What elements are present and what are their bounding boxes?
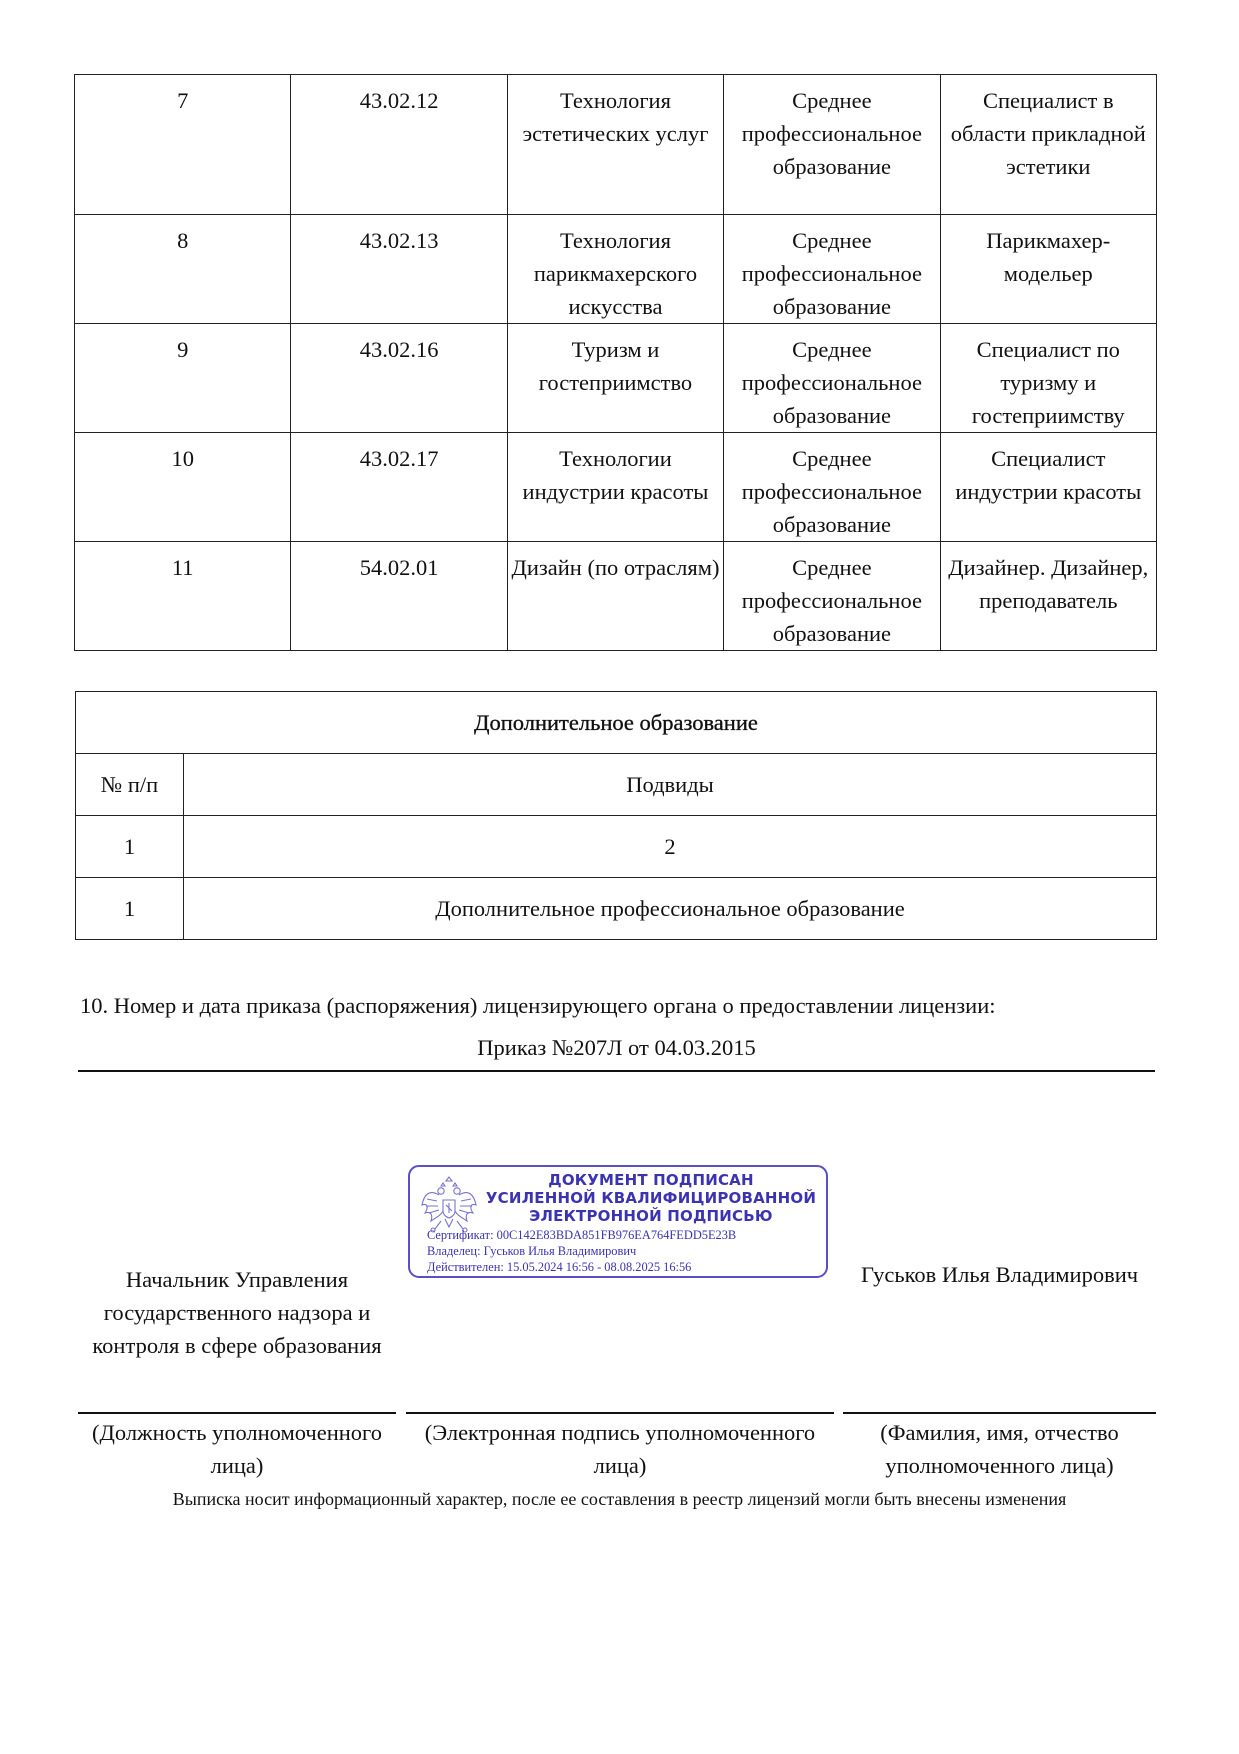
header-subtypes: Подвиды bbox=[184, 754, 1157, 816]
row-number: 9 bbox=[75, 324, 291, 433]
signatory-position: Начальник Управления государственного надзора и контроля в сфере образования bbox=[92, 1267, 382, 1358]
program-code: 43.02.13 bbox=[291, 215, 507, 324]
stamp-title-line: УСИЛЕННОЙ КВАЛИФИЦИРОВАННОЙ bbox=[485, 1189, 817, 1207]
order-label: 10. Номер и дата приказа (распоряжения) лицензирующего органа о предоставлении лицензии: bbox=[80, 993, 996, 1018]
signatory-name: Гуськов Илья Владимирович bbox=[860, 1262, 1139, 1287]
qualification: Специалист в области прикладной эстетики bbox=[940, 75, 1156, 215]
subtype: Дополнительное профессиональное образование bbox=[184, 878, 1157, 940]
table-row bbox=[75, 215, 1157, 324]
row-number: 7 bbox=[75, 75, 291, 215]
order-value: Приказ №207Л от 04.03.2015 bbox=[477, 1035, 756, 1060]
education-level: Среднее профессиональное образование bbox=[724, 215, 940, 324]
order-underline bbox=[78, 1070, 1155, 1072]
qualification: Парикмахер-модельер bbox=[940, 215, 1156, 324]
column-number-2: 2 bbox=[184, 816, 1157, 878]
row-number: 10 bbox=[75, 433, 291, 542]
stamp-owner: Владелец: Гуськов Илья Владимирович bbox=[427, 1244, 637, 1258]
qualification: Дизайнер. Дизайнер, преподаватель bbox=[940, 542, 1156, 651]
education-level: Среднее профессиональное образование bbox=[724, 75, 940, 215]
table-row bbox=[76, 878, 1157, 940]
table-row bbox=[75, 75, 1157, 215]
row-number: 11 bbox=[75, 542, 291, 651]
table-row bbox=[75, 433, 1157, 542]
education-level: Среднее профессиональное образование bbox=[724, 433, 940, 542]
table-row bbox=[75, 324, 1157, 433]
stamp-validity: Действителен: 15.05.2024 16:56 - 08.08.2025 16:56 bbox=[427, 1260, 692, 1274]
program-name: Технология парикмахерского искусства bbox=[507, 215, 723, 324]
name-caption: (Фамилия, имя, отчество уполномоченного лица) bbox=[880, 1420, 1119, 1478]
row-number: 8 bbox=[75, 215, 291, 324]
program-name: Туризм и гостеприимство bbox=[507, 324, 723, 433]
stamp-title-line: ЭЛЕКТРОННОЙ ПОДПИСЬЮ bbox=[529, 1207, 773, 1225]
signature-caption: (Электронная подпись уполномоченного лица) bbox=[424, 1420, 816, 1478]
position-underline bbox=[78, 1412, 396, 1414]
row-number: 1 bbox=[76, 878, 184, 940]
qualification: Специалист по туризму и гостеприимству bbox=[940, 324, 1156, 433]
table-row bbox=[75, 542, 1157, 651]
program-name: Дизайн (по отраслям) bbox=[507, 542, 723, 651]
education-level: Среднее профессиональное образование bbox=[724, 542, 940, 651]
electronic-signature-stamp bbox=[408, 1165, 828, 1278]
column-number-1: 1 bbox=[76, 816, 184, 878]
stamp-details bbox=[427, 1227, 736, 1275]
program-code: 43.02.17 bbox=[291, 433, 507, 542]
column-number-row bbox=[76, 816, 1157, 878]
program-name: Технологии индустрии красоты bbox=[507, 433, 723, 542]
stamp-title-line: ДОКУМЕНТ ПОДПИСАН bbox=[548, 1171, 754, 1189]
qualification: Специалист индустрии красоты bbox=[940, 433, 1156, 542]
table-title-row bbox=[76, 692, 1157, 754]
stamp-heading bbox=[480, 1171, 822, 1225]
disclaimer-note: Выписка носит информационный характер, после ее составления в реестр лицензий могли быть внесены изменения bbox=[172, 1489, 1067, 1509]
program-code: 43.02.16 bbox=[291, 324, 507, 433]
name-underline bbox=[843, 1412, 1156, 1414]
position-caption: (Должность уполномоченного лица) bbox=[92, 1420, 382, 1478]
table-header-row bbox=[76, 754, 1157, 816]
stamp-certificate: Сертификат: 00C142E83BDA851FB976EA764FEDD5E23B bbox=[427, 1228, 737, 1242]
programs-table bbox=[74, 74, 1157, 651]
program-name: Технология эстетических услуг bbox=[507, 75, 723, 215]
program-code: 43.02.12 bbox=[291, 75, 507, 215]
program-code: 54.02.01 bbox=[291, 542, 507, 651]
education-level: Среднее профессиональное образование bbox=[724, 324, 940, 433]
header-number: № п/п bbox=[76, 754, 184, 816]
additional-education-table bbox=[75, 691, 1157, 940]
table-title: Дополнительное образование bbox=[76, 692, 1157, 754]
signature-underline bbox=[406, 1412, 834, 1414]
